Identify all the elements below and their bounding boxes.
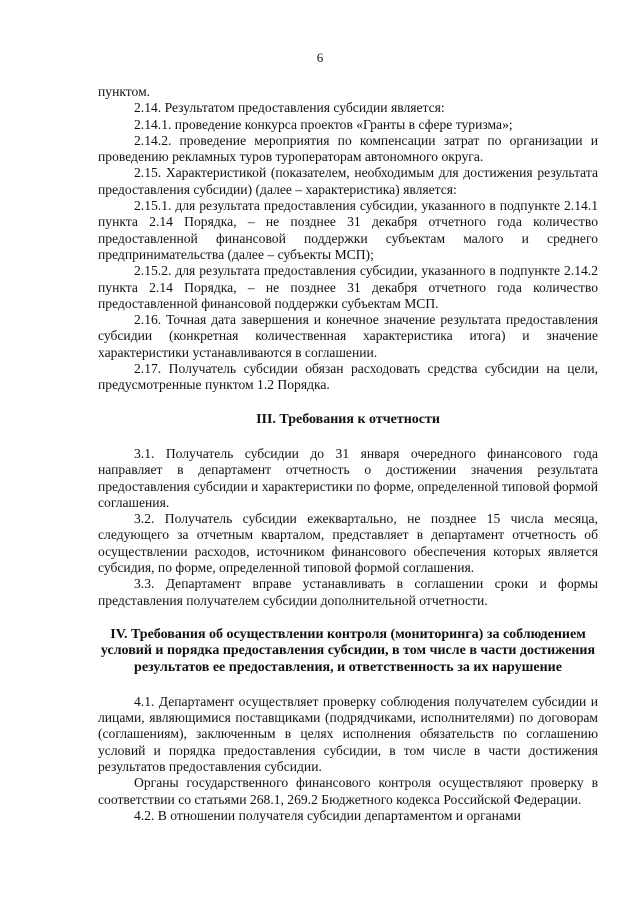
section-spacer <box>98 676 598 694</box>
paragraph: 3.3. Департамент вправе устанавливать в соглашении сроки и формы представления получателем субсидии дополнительной отчетности. <box>98 576 598 608</box>
paragraph: 2.14.2. проведение мероприятия по компенсации затрат по организации и проведению рекламных туров туроператорам автономного округа. <box>98 132 598 165</box>
paragraph: 2.15. Характеристикой (показателем, необходимым для достижения результата предоставления субсидии) (далее – характеристика) является: <box>98 165 598 197</box>
page-number: 6 <box>316 50 324 65</box>
paragraph: 4.1. Департамент осуществляет проверку соблюдения получателем субсидии и лицами, являющимися поставщиками (подрядчиками, исполнителями) по договорам (соглашениям), заключенным в целях исполнения обязательств по соглашению условий и порядка предоставления субсидии, в том числе в части достижения результатов предоставления субсидии. <box>98 693 598 774</box>
section-spacer <box>98 428 598 446</box>
section-spacer <box>98 609 598 627</box>
paragraph: 3.1. Получатель субсидии до 31 января очередного финансового года направляет в департамент отчетность о достижении значения результата предоставления субсидии и характеристики по форме, определенной типовой формой соглашения. <box>98 445 598 510</box>
paragraph: 2.17. Получатель субсидии обязан расходовать средства субсидии на цели, предусмотренные пунктом 1.2 Порядка. <box>98 361 598 393</box>
paragraph: 2.14. Результатом предоставления субсидии является: <box>134 100 445 116</box>
document-body <box>98 84 598 824</box>
paragraph: 2.16. Точная дата завершения и конечное значение результата предоставления субсидии (конкретная количественная характеристика итога) и значение характеристики устанавливаются в соглашении. <box>98 312 598 360</box>
section-spacer <box>98 394 598 412</box>
paragraph: 3.2. Получатель субсидии ежеквартально, не позднее 15 числа месяца, следующего за отчетным кварталом, представляет в департамент отчетность об осуществлении расходов, источником финансового обеспечения которых является субсидия, по форме, определенной типовой формой соглашения. <box>98 511 598 576</box>
paragraph: 2.15.2. для результата предоставления субсидии, указанного в подпункте 2.14.2 пункта 2.14 Порядка, – не позднее 31 декабря отчетного года количество предоставленной финансовой поддержки субъектам МСП. <box>98 263 598 311</box>
paragraph: 2.14.1. проведение конкурса проектов «Гранты в сфере туризма»; <box>134 116 513 132</box>
section-heading: IV. Требования об осуществлении контроля (мониторинга) за соблюдением условий и порядка предоставления субсидии, в том числе в части достижения результатов ее предоставления, и ответственность за их нарушение <box>100 626 596 675</box>
paragraph: пунктом. <box>98 84 151 99</box>
paragraph: 2.15.1. для результата предоставления субсидии, указанного в подпункте 2.14.1 пункта 2.14 Порядка, – не позднее 31 декабря отчетного года количество предоставленной финансовой поддержки субъектам малого и среднего предпринимательства (далее – субъекты МСП); <box>98 198 598 262</box>
paragraph: 4.2. В отношении получателя субсидии департаментом и органами <box>134 807 521 823</box>
section-heading: III. Требования к отчетности <box>256 411 440 427</box>
paragraph: Органы государственного финансового контроля осуществляют проверку в соответствии со статьями 268.1, 269.2 Бюджетного кодекса Российской Федерации. <box>98 775 598 807</box>
